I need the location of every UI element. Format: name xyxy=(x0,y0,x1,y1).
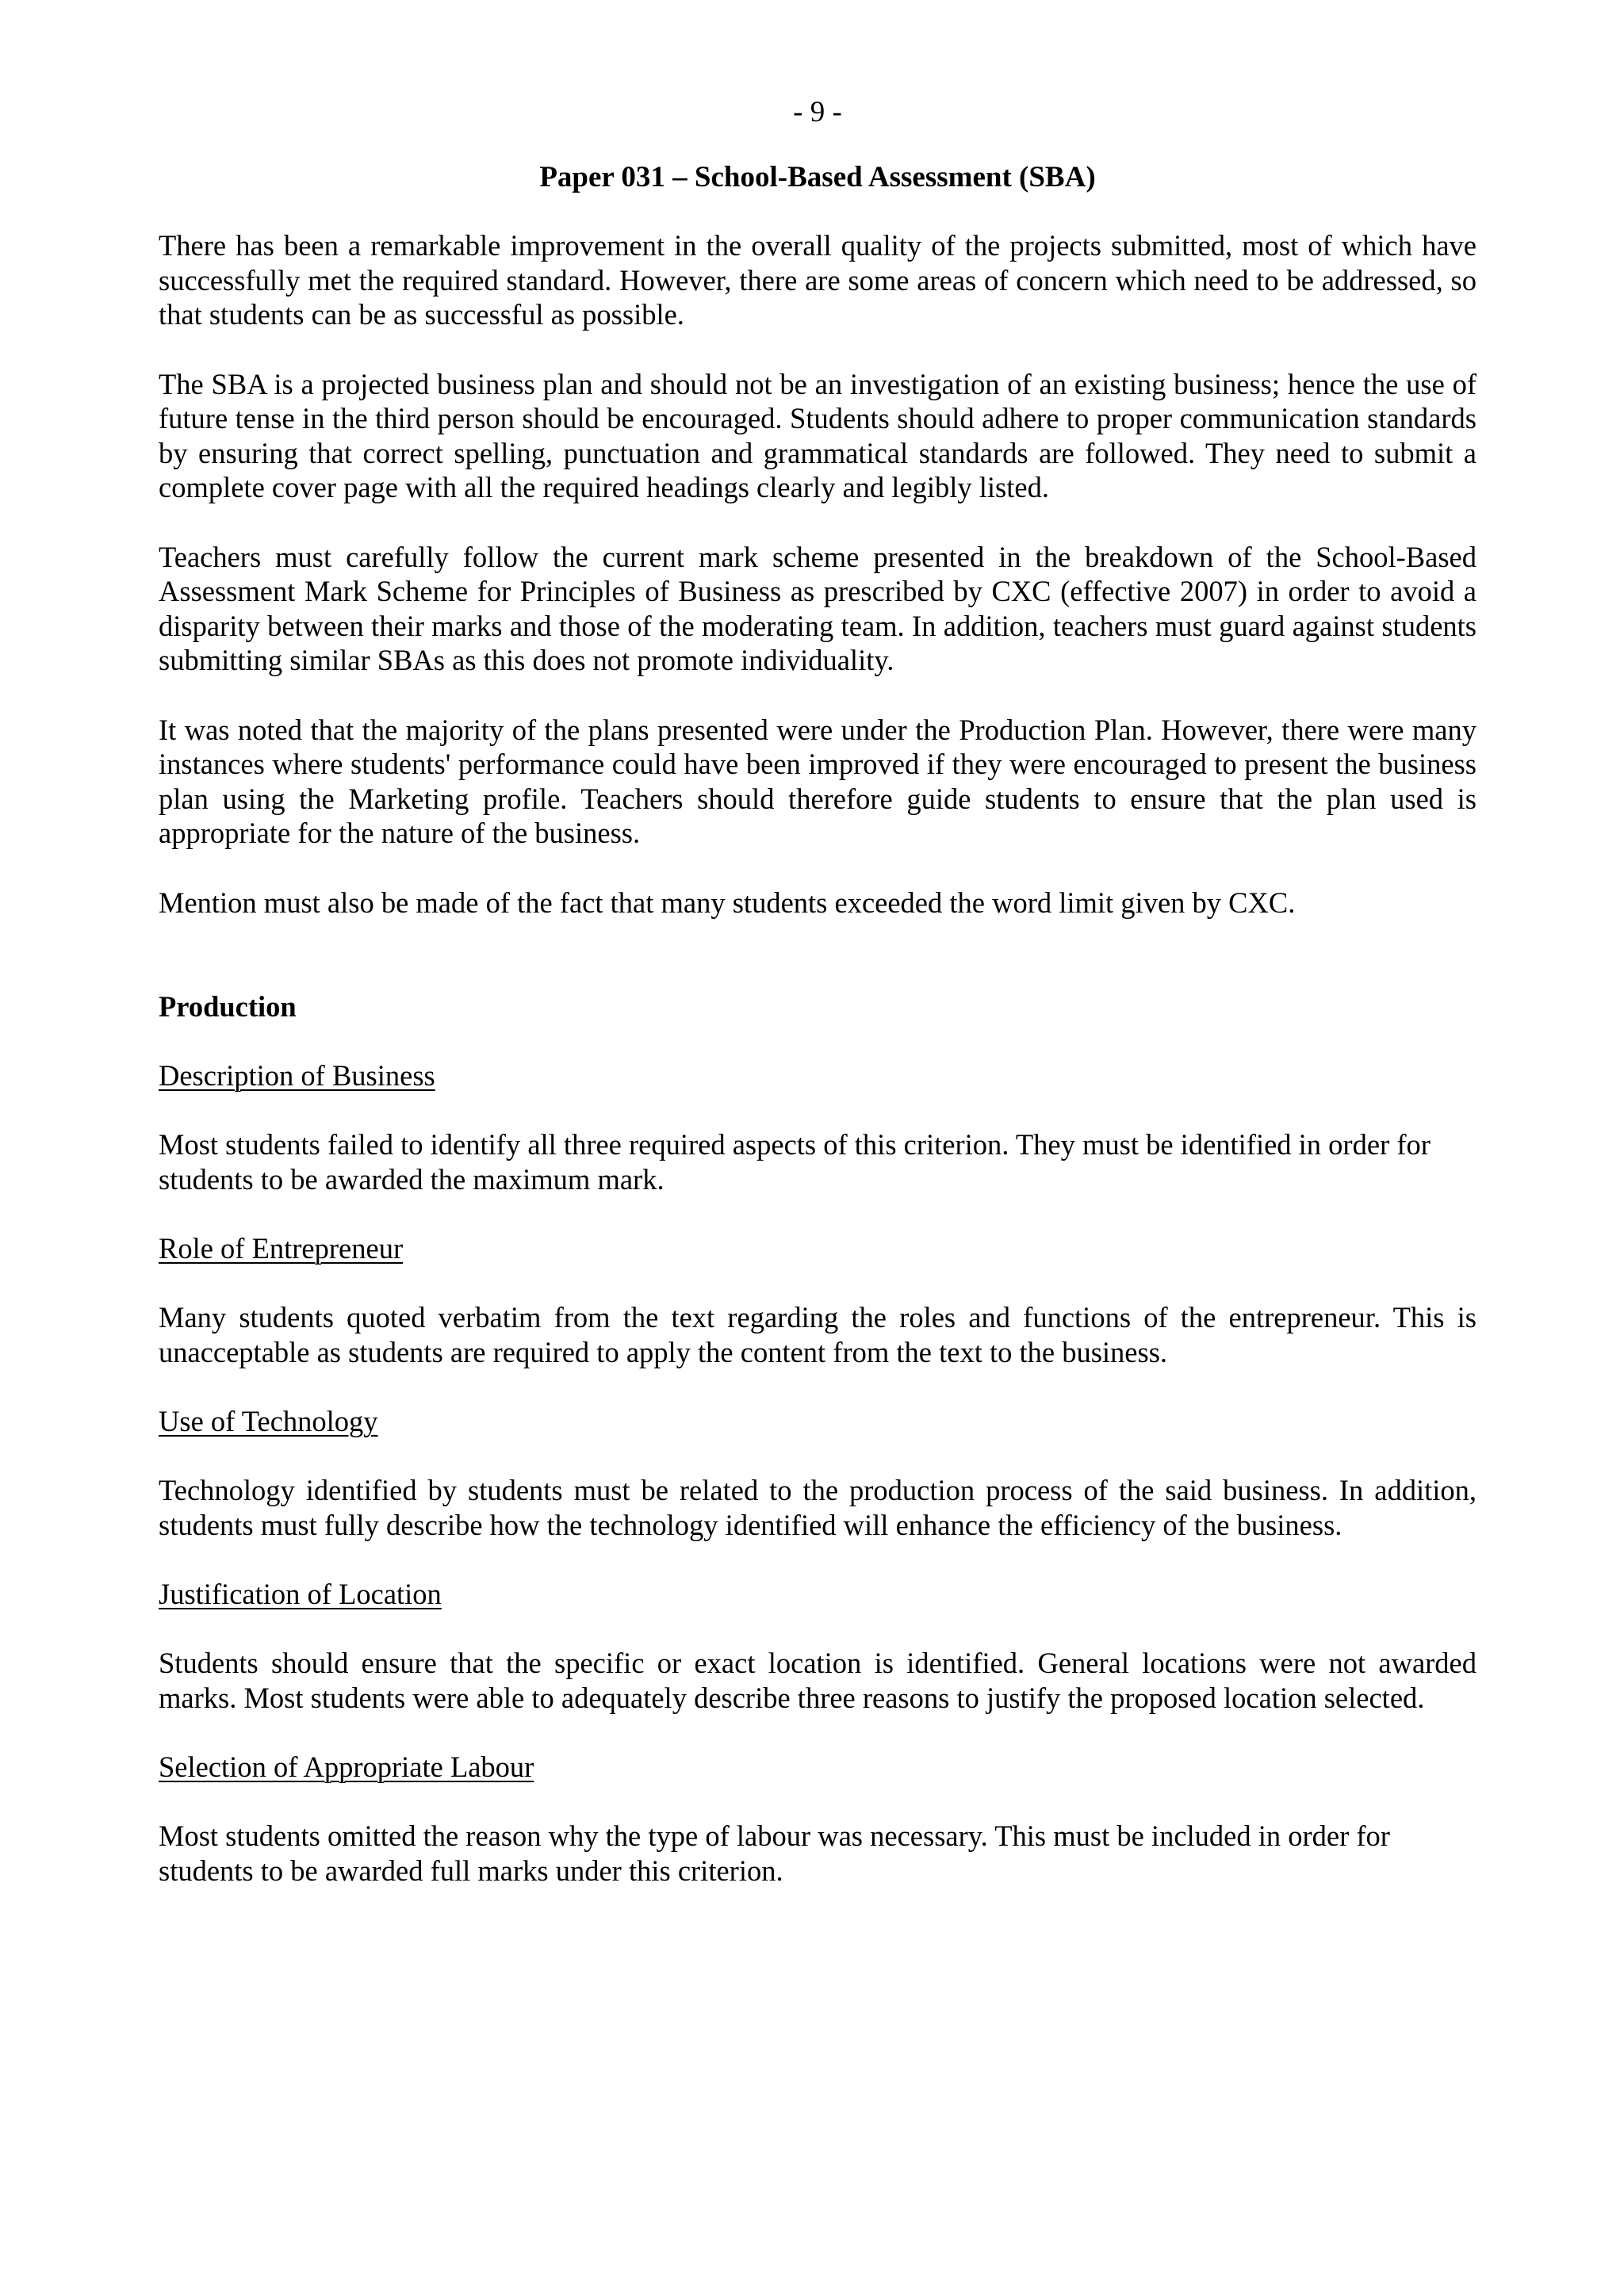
intro-paragraph: Mention must also be made of the fact that many students exceeded the word limit given by CXC. xyxy=(159,886,1296,919)
subsection-heading: Justification of Location xyxy=(159,1578,442,1610)
page-title: Paper 031 – School-Based Assessment (SBA) xyxy=(539,161,1096,193)
subsection-heading: Description of Business xyxy=(159,1059,435,1092)
subsection-text: Technology identified by students must be related to the production process of the said business. In addition, students must fully describe how the technology identified will enhance the efficiency of the business. xyxy=(159,1474,1477,1541)
subsection-heading: Role of Entrepreneur xyxy=(159,1232,404,1265)
subsection-heading: Selection of Appropriate Labour xyxy=(159,1751,534,1783)
subsection-heading: Use of Technology xyxy=(159,1405,378,1437)
intro-paragraph: Teachers must carefully follow the current mark scheme presented in the breakdown of the School-Based Assessment Mark Scheme for Principles of Business as prescribed by CXC (effective 2007) in order to avoid a disparity between their marks and those of the moderating team. In addition, teachers must guard against students submitting similar SBAs as this does not promote individuality. xyxy=(159,540,1477,676)
section-heading-production: Production xyxy=(159,990,297,1023)
intro-paragraph: The SBA is a projected business plan and should not be an investigation of an existing business; hence the use of future tense in the third person should be encouraged. Students should adhere to proper communication standards by ensuring that correct spelling, punctuation and grammatical standards are followed. They need to submit a complete cover page with all the required headings clearly and legibly listed. xyxy=(159,367,1477,503)
subsection-text: Many students quoted verbatim from the text regarding the roles and functions of the entrepreneur. This is unacceptable as students are required to apply the content from the text to the business. xyxy=(159,1301,1477,1368)
page-number: - 9 - xyxy=(793,96,842,128)
subsection-text: Most students failed to identify all three required aspects of this criterion. They must be identified in order for students to be awarded the maximum mark. xyxy=(159,1128,1431,1196)
intro-paragraph: It was noted that the majority of the plans presented were under the Production Plan. However, there were many instances where students' performance could have been improved if they were encouraged to present the business plan using the Marketing profile. Teachers should therefore guide students to ensure that the plan used is appropriate for the nature of the business. xyxy=(159,713,1477,849)
subsection-text: Most students omitted the reason why the type of labour was necessary. This must be included in order for students to be awarded full marks under this criterion. xyxy=(159,1820,1390,1887)
intro-paragraph: There has been a remarkable improvement in the overall quality of the projects submitted, most of which have successfully met the required standard. However, there are some areas of concern which need to be addressed, so that students can be as successful as possible. xyxy=(159,229,1477,331)
subsection-text: Students should ensure that the specific or exact location is identified. General locations were not awarded marks. Most students were able to adequately describe three reasons to justify the proposed location selected. xyxy=(159,1647,1477,1714)
